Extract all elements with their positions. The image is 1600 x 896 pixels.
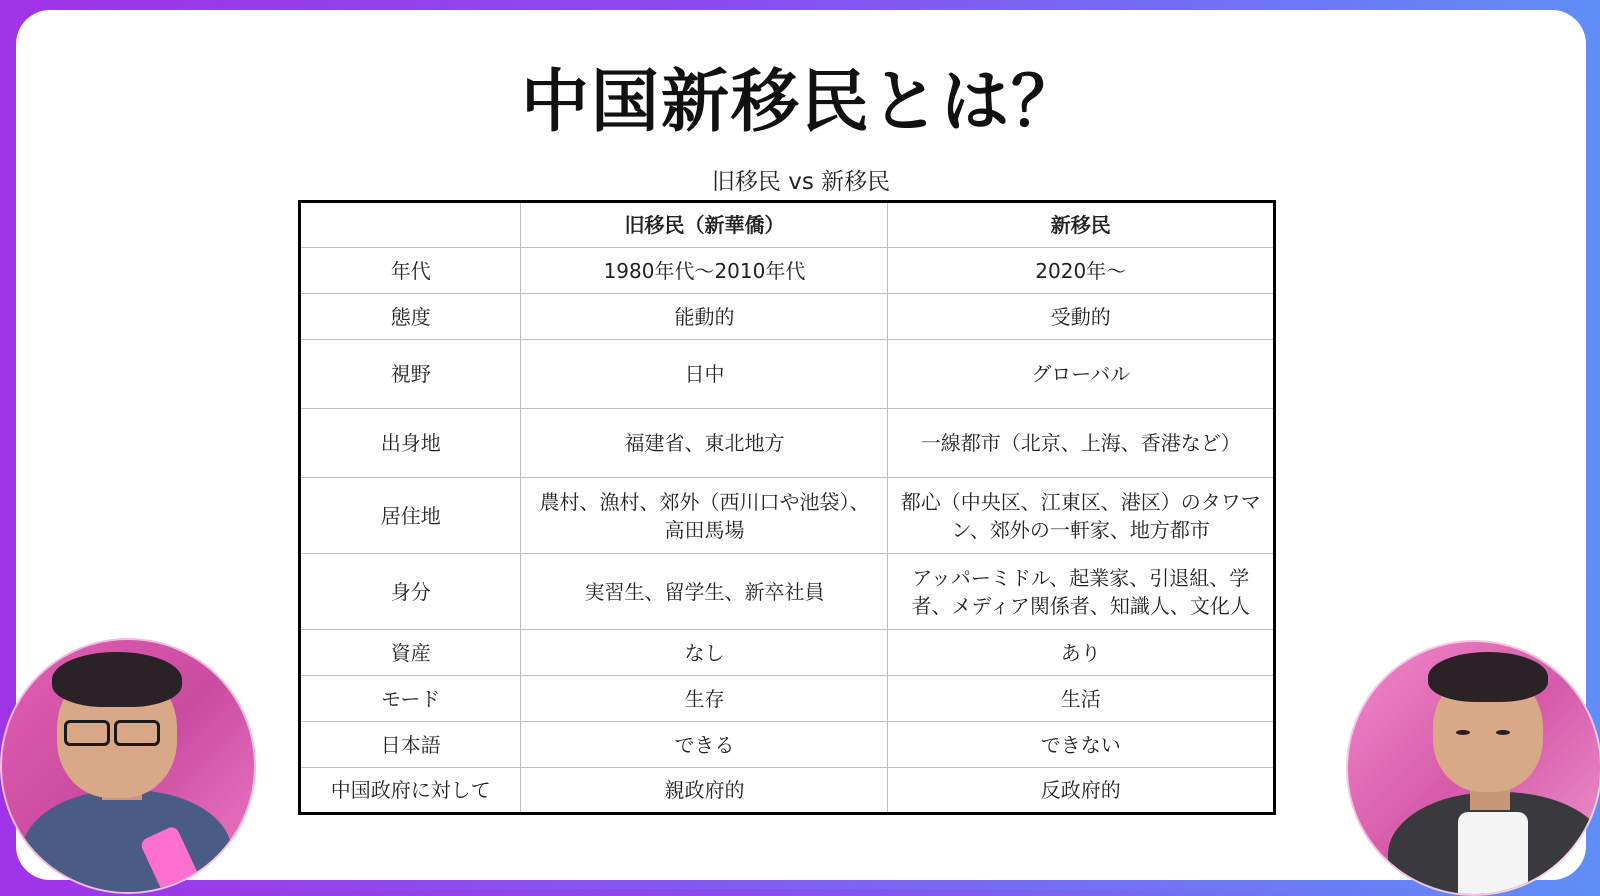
row-label: 資産 bbox=[300, 630, 521, 676]
table-header-row bbox=[300, 202, 1275, 248]
table-row bbox=[300, 630, 1275, 676]
slide-title: 中国新移民とは？ bbox=[520, 63, 1081, 142]
new-value: 都心（中央区、江東区、港区）のタワマン、郊外の一軒家、地方都市 bbox=[888, 478, 1275, 554]
new-value: 生活 bbox=[888, 676, 1275, 722]
row-label: 出身地 bbox=[300, 409, 521, 478]
row-label: 居住地 bbox=[300, 478, 521, 554]
row-label: 態度 bbox=[300, 294, 521, 340]
bottom-accent-bar bbox=[0, 880, 1600, 889]
row-label: 中国政府に対して bbox=[300, 768, 521, 814]
speaker-hair bbox=[52, 652, 182, 707]
comparison-table bbox=[298, 200, 1276, 815]
speaker-hair bbox=[1428, 652, 1548, 702]
old-value: 福建省、東北地方 bbox=[521, 409, 888, 478]
new-value: あり bbox=[888, 630, 1275, 676]
row-label: 日本語 bbox=[300, 722, 521, 768]
row-label: 年代 bbox=[300, 248, 521, 294]
old-value: 親政府的 bbox=[521, 768, 888, 814]
table-row bbox=[300, 768, 1275, 814]
new-value: グローバル bbox=[888, 340, 1275, 409]
table-row bbox=[300, 409, 1275, 478]
row-label: 身分 bbox=[300, 554, 521, 630]
table-row bbox=[300, 722, 1275, 768]
header-cell-empty bbox=[300, 202, 521, 248]
old-value: 日中 bbox=[521, 340, 888, 409]
table-row bbox=[300, 554, 1275, 630]
table-row bbox=[300, 294, 1275, 340]
new-value: アッパーミドル、起業家、引退組、学者、メディア関係者、知識人、文化人 bbox=[888, 554, 1275, 630]
new-value: できない bbox=[888, 722, 1275, 768]
speaker-camera-right bbox=[1346, 640, 1600, 896]
table-row bbox=[300, 478, 1275, 554]
new-value: 2020年〜 bbox=[888, 248, 1275, 294]
glasses-icon bbox=[114, 720, 160, 746]
row-label: 視野 bbox=[300, 340, 521, 409]
old-value: 生存 bbox=[521, 676, 888, 722]
glasses-icon bbox=[64, 720, 110, 746]
row-label: モード bbox=[300, 676, 521, 722]
header-cell-new-migrants: 新移民 bbox=[888, 202, 1275, 248]
table-row bbox=[300, 248, 1275, 294]
old-value: なし bbox=[521, 630, 888, 676]
old-value: 1980年代〜2010年代 bbox=[521, 248, 888, 294]
eye-icon bbox=[1456, 730, 1470, 735]
header-cell-old-migrants: 旧移民（新華僑） bbox=[521, 202, 888, 248]
old-value: できる bbox=[521, 722, 888, 768]
speaker-shirt bbox=[1458, 812, 1528, 896]
old-value: 実習生、留学生、新卒社員 bbox=[521, 554, 888, 630]
new-value: 受動的 bbox=[888, 294, 1275, 340]
new-value: 反政府的 bbox=[888, 768, 1275, 814]
table-row bbox=[300, 676, 1275, 722]
new-value: 一線都市（北京、上海、香港など） bbox=[888, 409, 1275, 478]
speaker-camera-left bbox=[0, 638, 256, 894]
old-value: 能動的 bbox=[521, 294, 888, 340]
old-value: 農村、漁村、郊外（西川口や池袋）、高田馬場 bbox=[521, 478, 888, 554]
slide-subtitle: 旧移民 vs 新移民 bbox=[711, 169, 891, 195]
eye-icon bbox=[1496, 730, 1510, 735]
table-row bbox=[300, 340, 1275, 409]
